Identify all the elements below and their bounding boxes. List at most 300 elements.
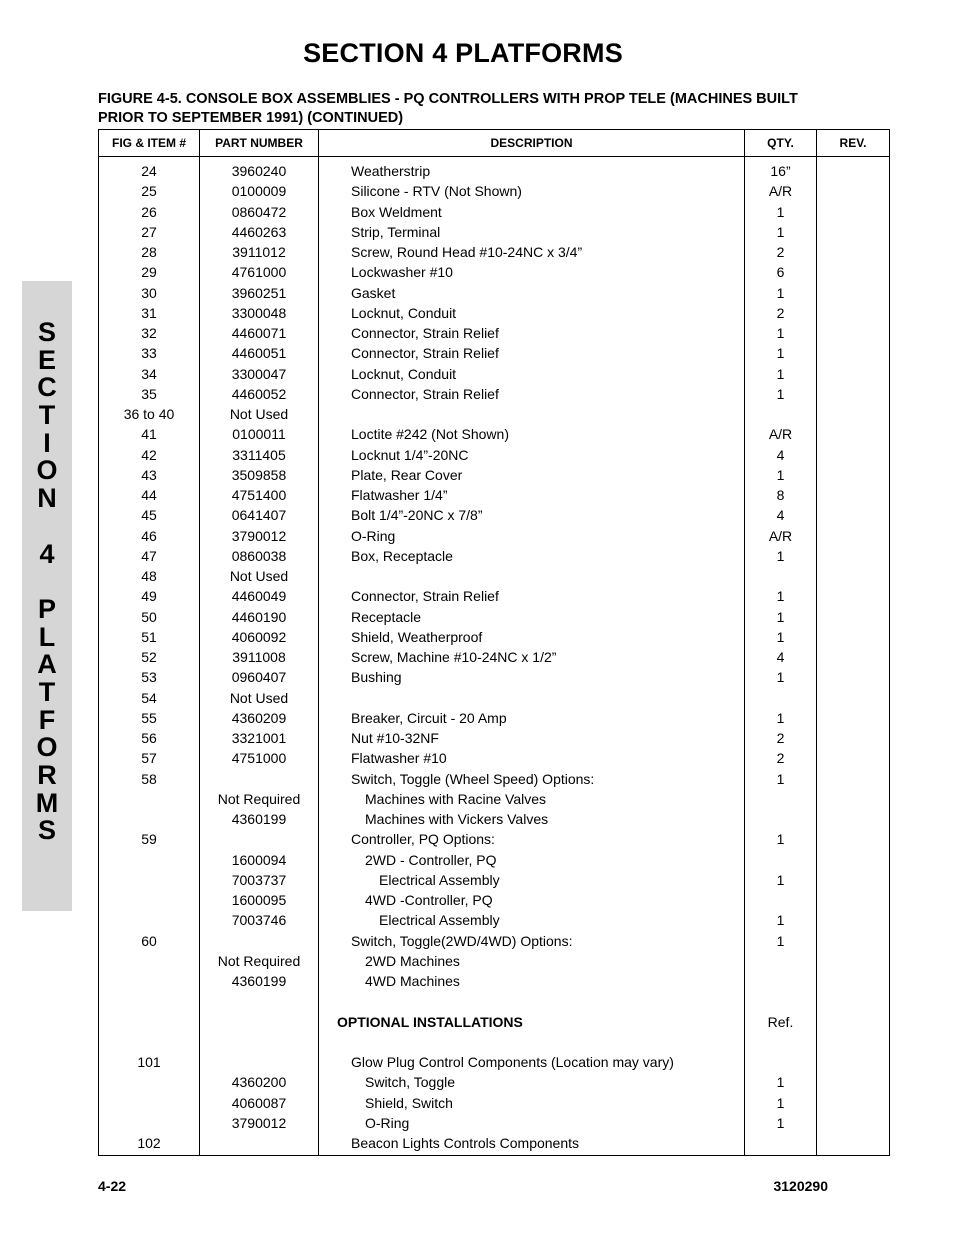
- cell-rev: [817, 343, 890, 363]
- cell-description: Beacon Lights Controls Components: [319, 1133, 745, 1156]
- cell-part-number: [200, 769, 319, 789]
- side-tab-letter: A: [37, 649, 57, 680]
- cell-part-number: 7003737: [200, 870, 319, 890]
- side-tab-letter: P: [37, 593, 56, 624]
- header-fig-item: FIG & ITEM #: [99, 130, 200, 157]
- cell-rev: [817, 769, 890, 789]
- cell-description: Connector, Strain Relief: [319, 323, 745, 343]
- cell-fig-item: 52: [99, 647, 200, 667]
- cell-description: Switch, Toggle (Wheel Speed) Options:: [319, 769, 745, 789]
- cell-qty: 1: [745, 769, 817, 789]
- cell-fig-item: 29: [99, 262, 200, 282]
- cell-description: [319, 566, 745, 586]
- cell-description: Loctite #242 (Not Shown): [319, 424, 745, 444]
- cell-part-number: 3509858: [200, 465, 319, 485]
- cell-rev: [817, 364, 890, 384]
- side-tab-letter: [22, 513, 72, 541]
- cell-qty: [745, 404, 817, 424]
- table-row: [99, 951, 890, 971]
- cell-part-number: 3300047: [200, 364, 319, 384]
- cell-fig-item: [99, 951, 200, 971]
- cell-part-number: 7003746: [200, 910, 319, 930]
- cell-rev: [817, 526, 890, 546]
- cell-rev: [817, 890, 890, 910]
- cell-fig-item: 43: [99, 465, 200, 485]
- cell-fig-item: [99, 890, 200, 910]
- cell-rev: [817, 708, 890, 728]
- cell-part-number: 0100011: [200, 424, 319, 444]
- cell-rev: [817, 789, 890, 809]
- side-tab-letter: R: [37, 760, 57, 790]
- cell-description: Glow Plug Control Components (Location may vary): [319, 1052, 745, 1072]
- cell-fig-item: 48: [99, 566, 200, 586]
- cell-description: Electrical Assembly: [319, 910, 745, 930]
- table-row: [99, 728, 890, 748]
- cell-fig-item: 41: [99, 424, 200, 444]
- cell-description: [319, 404, 745, 424]
- cell-description: O-Ring: [319, 1113, 745, 1133]
- table-row: [99, 991, 890, 1011]
- cell-qty: A/R: [745, 424, 817, 444]
- cell-fig-item: [99, 789, 200, 809]
- cell-description: [319, 991, 745, 1011]
- side-tab-letter: C: [37, 372, 57, 403]
- cell-rev: [817, 465, 890, 485]
- cell-part-number: 3960251: [200, 283, 319, 303]
- cell-part-number: 3911012: [200, 242, 319, 262]
- side-tab-letter: S: [37, 815, 56, 846]
- cell-rev: [817, 546, 890, 566]
- cell-part-number: 1600095: [200, 890, 319, 910]
- side-tab-letter: T: [38, 400, 56, 431]
- cell-part-number: 0641407: [200, 505, 319, 525]
- cell-rev: [817, 323, 890, 343]
- table-row: [99, 181, 890, 201]
- cell-description: Shield, Weatherproof: [319, 627, 745, 647]
- cell-description: Weatherstrip: [319, 157, 745, 182]
- cell-fig-item: 32: [99, 323, 200, 343]
- document-number: 3120290: [773, 1178, 828, 1194]
- cell-description: Machines with Racine Valves: [319, 789, 745, 809]
- cell-description: Locknut, Conduit: [319, 364, 745, 384]
- cell-rev: [817, 262, 890, 282]
- side-tab-letter: O: [36, 455, 58, 486]
- cell-fig-item: 56: [99, 728, 200, 748]
- cell-part-number: Not Required: [200, 951, 319, 971]
- section-title: SECTION 4 PLATFORMS: [303, 38, 623, 68]
- header-rev: REV.: [817, 130, 890, 157]
- parts-table-body: [99, 157, 890, 1156]
- cell-description: Flatwasher #10: [319, 748, 745, 768]
- cell-fig-item: 101: [99, 1052, 200, 1072]
- cell-qty: 1: [745, 931, 817, 951]
- cell-part-number: 3311405: [200, 445, 319, 465]
- side-tab-letter: I: [43, 427, 51, 458]
- cell-fig-item: 49: [99, 586, 200, 606]
- table-row: [99, 586, 890, 606]
- cell-qty: 1: [745, 1072, 817, 1092]
- cell-rev: [817, 181, 890, 201]
- cell-part-number: Not Used: [200, 404, 319, 424]
- side-tab-letter: L: [38, 621, 56, 652]
- cell-qty: 1: [745, 384, 817, 404]
- cell-part-number: [200, 1012, 319, 1032]
- cell-rev: [817, 1052, 890, 1072]
- cell-description: Silicone - RTV (Not Shown): [319, 181, 745, 201]
- cell-rev: [817, 748, 890, 768]
- cell-rev: [817, 931, 890, 951]
- cell-part-number: 4360199: [200, 809, 319, 829]
- table-row: [99, 505, 890, 525]
- cell-rev: [817, 445, 890, 465]
- cell-description: Connector, Strain Relief: [319, 384, 745, 404]
- table-row: [99, 303, 890, 323]
- cell-part-number: [200, 931, 319, 951]
- table-row: [99, 850, 890, 870]
- table-row: [99, 1133, 890, 1156]
- cell-fig-item: 102: [99, 1133, 200, 1156]
- cell-part-number: [200, 1032, 319, 1052]
- cell-rev: [817, 971, 890, 991]
- cell-rev: [817, 870, 890, 890]
- cell-fig-item: 26: [99, 202, 200, 222]
- cell-fig-item: [99, 991, 200, 1011]
- cell-qty: 1: [745, 323, 817, 343]
- cell-fig-item: [99, 1072, 200, 1092]
- table-row: [99, 157, 890, 182]
- cell-part-number: 3321001: [200, 728, 319, 748]
- cell-description: OPTIONAL INSTALLATIONS: [319, 1012, 745, 1032]
- cell-rev: [817, 728, 890, 748]
- cell-description: Gasket: [319, 283, 745, 303]
- cell-fig-item: 55: [99, 708, 200, 728]
- cell-description: Box Weldment: [319, 202, 745, 222]
- cell-description: Screw, Machine #10-24NC x 1/2”: [319, 647, 745, 667]
- cell-part-number: [200, 829, 319, 849]
- cell-qty: 1: [745, 546, 817, 566]
- cell-fig-item: 54: [99, 688, 200, 708]
- cell-part-number: [200, 1052, 319, 1072]
- table-row: [99, 789, 890, 809]
- table-row: [99, 283, 890, 303]
- cell-rev: [817, 688, 890, 708]
- table-row: [99, 424, 890, 444]
- cell-fig-item: 45: [99, 505, 200, 525]
- cell-qty: 8: [745, 485, 817, 505]
- cell-part-number: 4460190: [200, 607, 319, 627]
- cell-qty: [745, 1133, 817, 1156]
- cell-part-number: 4360209: [200, 708, 319, 728]
- cell-description: Connector, Strain Relief: [319, 343, 745, 363]
- cell-description: Bolt 1/4”-20NC x 7/8”: [319, 505, 745, 525]
- table-row: [99, 262, 890, 282]
- table-row: [99, 546, 890, 566]
- cell-rev: [817, 667, 890, 687]
- cell-rev: [817, 850, 890, 870]
- table-row: [99, 1113, 890, 1133]
- cell-qty: 2: [745, 303, 817, 323]
- cell-description: [319, 1032, 745, 1052]
- table-row: [99, 1032, 890, 1052]
- cell-part-number: 4460071: [200, 323, 319, 343]
- cell-fig-item: 47: [99, 546, 200, 566]
- cell-fig-item: 51: [99, 627, 200, 647]
- table-row: [99, 222, 890, 242]
- cell-fig-item: [99, 850, 200, 870]
- cell-part-number: 0100009: [200, 181, 319, 201]
- cell-description: Nut #10-32NF: [319, 728, 745, 748]
- cell-description: Screw, Round Head #10-24NC x 3/4”: [319, 242, 745, 262]
- cell-rev: [817, 910, 890, 930]
- cell-qty: A/R: [745, 181, 817, 201]
- cell-qty: 1: [745, 465, 817, 485]
- table-row: [99, 647, 890, 667]
- cell-fig-item: [99, 809, 200, 829]
- cell-description: Lockwasher #10: [319, 262, 745, 282]
- cell-rev: [817, 566, 890, 586]
- cell-qty: 1: [745, 1093, 817, 1113]
- table-row: [99, 971, 890, 991]
- cell-rev: [817, 303, 890, 323]
- cell-qty: 2: [745, 242, 817, 262]
- cell-part-number: Not Used: [200, 688, 319, 708]
- cell-rev: [817, 384, 890, 404]
- cell-part-number: 4060092: [200, 627, 319, 647]
- cell-qty: 1: [745, 222, 817, 242]
- cell-qty: 2: [745, 748, 817, 768]
- cell-description: Switch, Toggle(2WD/4WD) Options:: [319, 931, 745, 951]
- cell-fig-item: 33: [99, 343, 200, 363]
- cell-fig-item: 31: [99, 303, 200, 323]
- cell-qty: [745, 1032, 817, 1052]
- cell-rev: [817, 627, 890, 647]
- cell-rev: [817, 1113, 890, 1133]
- cell-description: Plate, Rear Cover: [319, 465, 745, 485]
- cell-part-number: 0860472: [200, 202, 319, 222]
- cell-qty: 4: [745, 505, 817, 525]
- cell-rev: [817, 1012, 890, 1032]
- cell-description: Electrical Assembly: [319, 870, 745, 890]
- cell-part-number: 0860038: [200, 546, 319, 566]
- cell-qty: [745, 688, 817, 708]
- page-number: 4-22: [98, 1178, 127, 1194]
- table-row: [99, 769, 890, 789]
- cell-description: Bushing: [319, 667, 745, 687]
- cell-rev: [817, 202, 890, 222]
- cell-qty: [745, 971, 817, 991]
- cell-fig-item: 46: [99, 526, 200, 546]
- section-side-tab: [22, 281, 72, 911]
- cell-fig-item: [99, 971, 200, 991]
- table-row: [99, 465, 890, 485]
- cell-description: Breaker, Circuit - 20 Amp: [319, 708, 745, 728]
- cell-part-number: [200, 1133, 319, 1156]
- table-row: [99, 242, 890, 262]
- cell-description: Connector, Strain Relief: [319, 586, 745, 606]
- cell-part-number: 4751000: [200, 748, 319, 768]
- cell-qty: 4: [745, 445, 817, 465]
- side-tab-letter: F: [38, 704, 56, 735]
- table-row: [99, 404, 890, 424]
- cell-part-number: 4460052: [200, 384, 319, 404]
- cell-fig-item: 50: [99, 607, 200, 627]
- cell-fig-item: 58: [99, 769, 200, 789]
- cell-part-number: 4460263: [200, 222, 319, 242]
- cell-qty: [745, 1052, 817, 1072]
- cell-qty: 2: [745, 728, 817, 748]
- cell-rev: [817, 222, 890, 242]
- figure-title: FIGURE 4-5. CONSOLE BOX ASSEMBLIES - PQ CONTROLLERS WITH PROP TELE (MACHINES BUILT PRIOR TO SEPTEMBER 1991) (CONTINUED): [98, 91, 798, 126]
- cell-part-number: 3790012: [200, 526, 319, 546]
- table-row: [99, 748, 890, 768]
- table-row: [99, 526, 890, 546]
- table-row: [99, 323, 890, 343]
- cell-qty: 1: [745, 708, 817, 728]
- cell-qty: 1: [745, 910, 817, 930]
- cell-rev: [817, 1072, 890, 1092]
- cell-description: Locknut 1/4”-20NC: [319, 445, 745, 465]
- cell-rev: [817, 586, 890, 606]
- cell-rev: [817, 647, 890, 667]
- cell-rev: [817, 1093, 890, 1113]
- side-tab-letter: E: [37, 344, 56, 375]
- cell-qty: 16”: [745, 157, 817, 182]
- table-row: [99, 1012, 890, 1032]
- cell-rev: [817, 1032, 890, 1052]
- cell-qty: 1: [745, 364, 817, 384]
- header-qty: QTY.: [745, 130, 817, 157]
- table-row: [99, 343, 890, 363]
- header-part-number: PART NUMBER: [200, 130, 319, 157]
- cell-fig-item: 36 to 40: [99, 404, 200, 424]
- cell-qty: 1: [745, 586, 817, 606]
- side-tab-letter: T: [38, 676, 56, 707]
- cell-description: Shield, Switch: [319, 1093, 745, 1113]
- cell-rev: [817, 505, 890, 525]
- cell-qty: 1: [745, 870, 817, 890]
- cell-rev: [817, 485, 890, 505]
- cell-qty: 4: [745, 647, 817, 667]
- cell-qty: 1: [745, 283, 817, 303]
- parts-table: [98, 129, 890, 1156]
- cell-qty: 1: [745, 607, 817, 627]
- cell-qty: 1: [745, 1113, 817, 1133]
- cell-fig-item: [99, 1032, 200, 1052]
- cell-qty: Ref.: [745, 1012, 817, 1032]
- cell-qty: [745, 809, 817, 829]
- cell-fig-item: 59: [99, 829, 200, 849]
- cell-qty: [745, 850, 817, 870]
- cell-qty: A/R: [745, 526, 817, 546]
- cell-fig-item: [99, 1113, 200, 1133]
- cell-qty: 1: [745, 202, 817, 222]
- cell-description: 2WD Machines: [319, 951, 745, 971]
- table-row: [99, 384, 890, 404]
- cell-description: Locknut, Conduit: [319, 303, 745, 323]
- cell-part-number: 4360200: [200, 1072, 319, 1092]
- cell-rev: [817, 951, 890, 971]
- cell-qty: [745, 991, 817, 1011]
- cell-part-number: 0960407: [200, 667, 319, 687]
- table-row: [99, 1052, 890, 1072]
- table-row: [99, 931, 890, 951]
- cell-fig-item: 53: [99, 667, 200, 687]
- cell-fig-item: 25: [99, 181, 200, 201]
- side-tab-letter: M: [35, 787, 59, 818]
- table-row: [99, 627, 890, 647]
- cell-fig-item: 57: [99, 748, 200, 768]
- header-description: DESCRIPTION: [319, 130, 745, 157]
- cell-qty: [745, 951, 817, 971]
- cell-fig-item: 35: [99, 384, 200, 404]
- cell-qty: 6: [745, 262, 817, 282]
- cell-qty: 1: [745, 627, 817, 647]
- cell-part-number: Not Required: [200, 789, 319, 809]
- cell-description: Receptacle: [319, 607, 745, 627]
- side-tab-letter: [22, 568, 72, 596]
- cell-part-number: 3911008: [200, 647, 319, 667]
- cell-description: Machines with Vickers Valves: [319, 809, 745, 829]
- cell-description: Box, Receptacle: [319, 546, 745, 566]
- cell-description: 2WD - Controller, PQ: [319, 850, 745, 870]
- cell-description: Strip, Terminal: [319, 222, 745, 242]
- cell-fig-item: 42: [99, 445, 200, 465]
- cell-rev: [817, 1133, 890, 1156]
- side-tab-letter: O: [36, 732, 58, 763]
- table-header-row: [99, 130, 890, 157]
- table-row: [99, 708, 890, 728]
- cell-description: Controller, PQ Options:: [319, 829, 745, 849]
- cell-part-number: 4060087: [200, 1093, 319, 1113]
- cell-part-number: 4460051: [200, 343, 319, 363]
- table-row: [99, 870, 890, 890]
- table-row: [99, 1072, 890, 1092]
- cell-part-number: 4761000: [200, 262, 319, 282]
- cell-part-number: 4360199: [200, 971, 319, 991]
- cell-description: 4WD Machines: [319, 971, 745, 991]
- cell-description: [319, 688, 745, 708]
- cell-fig-item: 44: [99, 485, 200, 505]
- cell-description: 4WD -Controller, PQ: [319, 890, 745, 910]
- cell-part-number: 3960240: [200, 157, 319, 182]
- cell-description: Flatwasher 1/4”: [319, 485, 745, 505]
- cell-qty: [745, 890, 817, 910]
- cell-qty: 1: [745, 667, 817, 687]
- cell-rev: [817, 157, 890, 182]
- cell-part-number: 3790012: [200, 1113, 319, 1133]
- side-tab-letter: 4: [39, 538, 55, 569]
- table-row: [99, 364, 890, 384]
- cell-rev: [817, 991, 890, 1011]
- table-row: [99, 890, 890, 910]
- cell-qty: 1: [745, 829, 817, 849]
- cell-rev: [817, 242, 890, 262]
- cell-qty: 1: [745, 343, 817, 363]
- cell-description: Switch, Toggle: [319, 1072, 745, 1092]
- table-row: [99, 809, 890, 829]
- cell-rev: [817, 424, 890, 444]
- cell-rev: [817, 809, 890, 829]
- cell-rev: [817, 404, 890, 424]
- cell-fig-item: 27: [99, 222, 200, 242]
- cell-part-number: Not Used: [200, 566, 319, 586]
- cell-rev: [817, 607, 890, 627]
- side-tab-letter: N: [37, 483, 57, 514]
- cell-fig-item: 28: [99, 242, 200, 262]
- table-row: [99, 829, 890, 849]
- cell-part-number: 3300048: [200, 303, 319, 323]
- cell-part-number: 4460049: [200, 586, 319, 606]
